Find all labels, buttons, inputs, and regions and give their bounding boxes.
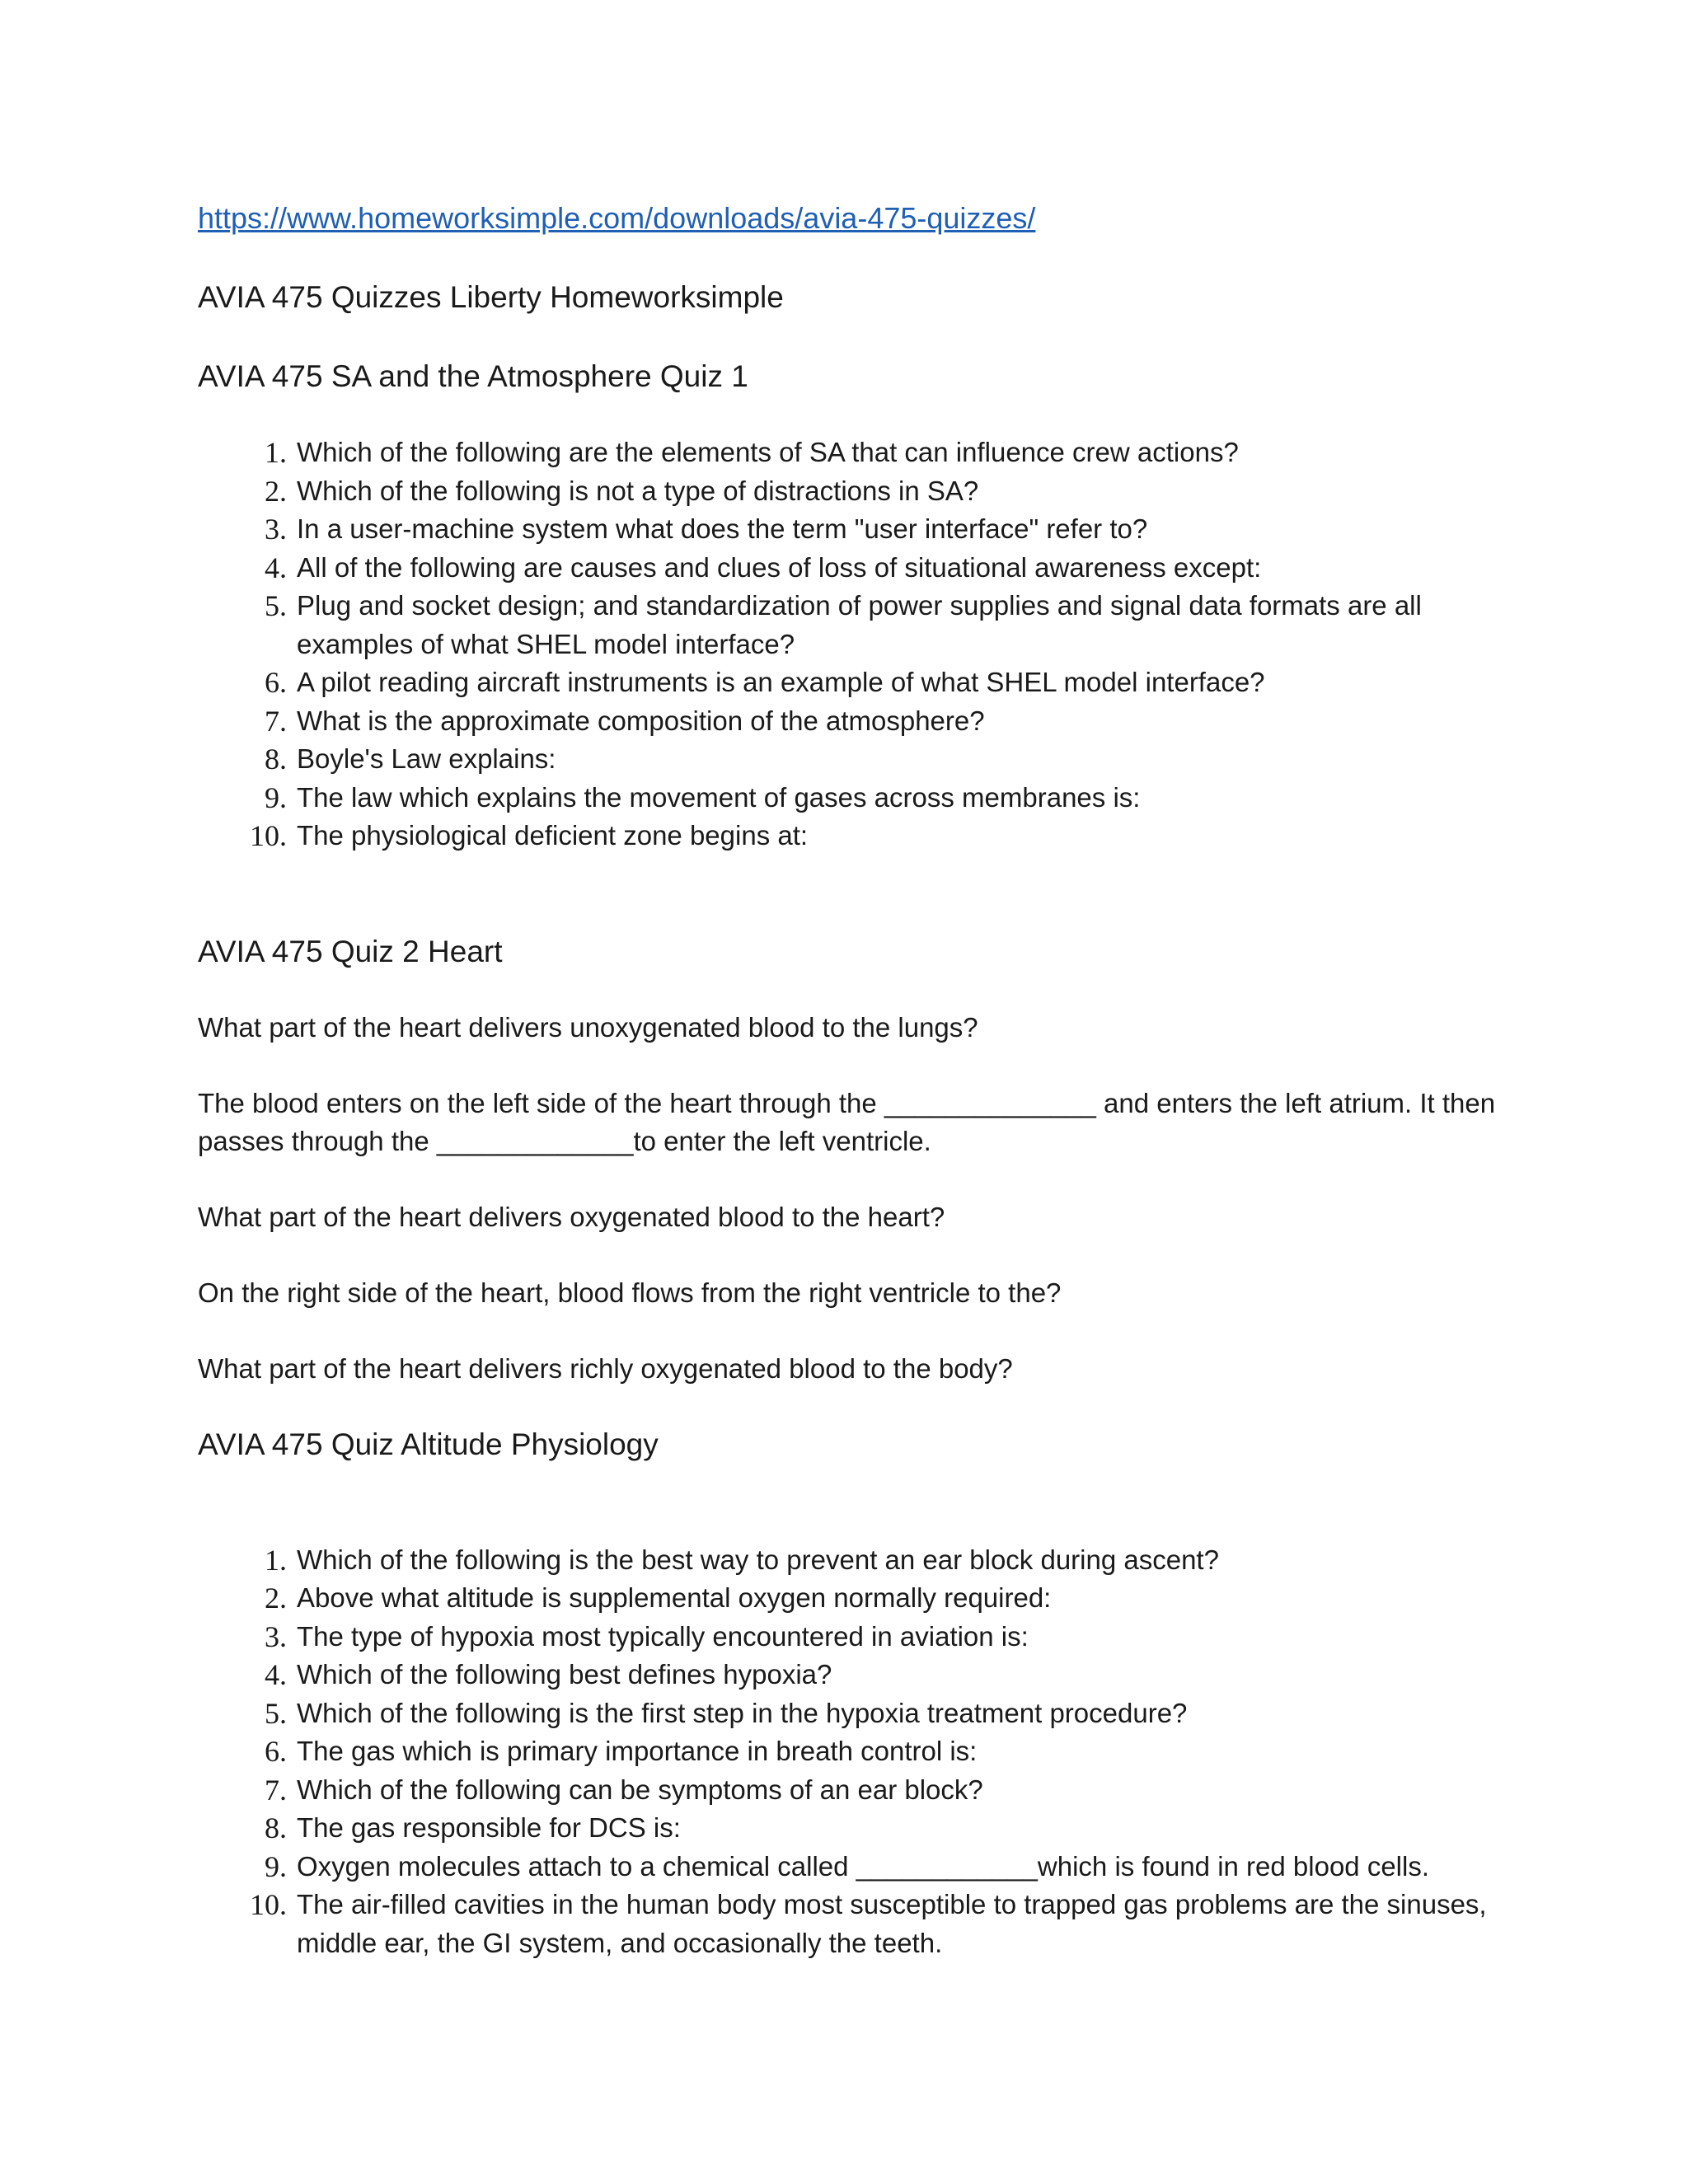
quiz2-question: On the right side of the heart, blood flows from the right ventricle to the? [198, 1277, 1062, 1308]
list-item: 8. The gas responsible for DCS is: [265, 1811, 681, 1844]
list-item: 9. The law which explains the movement of gases across membranes is: [265, 780, 1141, 814]
quiz3-heading: AVIA 475 Quiz Altitude Physiology [198, 1427, 659, 1461]
source-link[interactable]: https://www.homeworksimple.com/downloads/avia-475-quizzes/ [198, 201, 1036, 235]
list-item: 2. Which of the following is not a type of distractions in SA? [265, 474, 979, 508]
list-item: 2. Above what altitude is supplemental oxygen normally required: [265, 1582, 1052, 1615]
document-title: AVIA 475 Quizzes Liberty Homeworksimple [198, 280, 784, 314]
list-item: 6. A pilot reading aircraft instruments is an example of what SHEL model interface? [265, 666, 1265, 699]
list-item: 7. What is the approximate composition of the atmosphere? [265, 704, 985, 738]
quiz2-question: The blood enters on the left side of the heart through the ______________ and enters the left atrium. It then passes through the _____________to enter the left ventricle. [198, 1087, 1496, 1156]
list-item: 4. Which of the following best defines hypoxia? [265, 1658, 832, 1691]
quiz3-question-list [198, 1541, 1500, 1963]
list-item: 5. Which of the following is the first step in the hypoxia treatment procedure? [265, 1696, 1188, 1730]
quiz2-question: What part of the heart delivers oxygenated blood to the heart? [198, 1201, 945, 1232]
list-item: 10. The air-filled cavities in the human body most susceptible to trapped gas problems are the sinuses, middle ear, the GI system, and occasionally the teeth. [250, 1888, 1487, 1958]
list-item: 10. The physiological deficient zone begins at: [250, 819, 809, 852]
list-item: 1. Which of the following are the elements of SA that can influence crew actions? [265, 436, 1239, 469]
list-item: 1. Which of the following is the best way to prevent an ear block during ascent? [265, 1543, 1219, 1577]
quiz2-question: What part of the heart delivers richly oxygenated blood to the body? [198, 1352, 1013, 1384]
list-item: 5. Plug and socket design; and standardization of power supplies and signal data formats are all examples of what SHEL model interface? [265, 589, 1422, 659]
quiz1-heading: AVIA 475 SA and the Atmosphere Quiz 1 [198, 359, 748, 393]
document-page [198, 198, 1500, 1962]
list-item: 4. All of the following are causes and clues of loss of situational awareness except: [265, 551, 1262, 584]
quiz1-question-list [198, 434, 1500, 855]
list-item: 8. Boyle's Law explains: [265, 743, 556, 776]
quiz2-heading: AVIA 475 Quiz 2 Heart [198, 934, 503, 968]
list-item: 7. Which of the following can be symptoms of an ear block? [265, 1773, 983, 1807]
list-item: 3. The type of hypoxia most typically encountered in aviation is: [265, 1619, 1029, 1653]
quiz2-question: What part of the heart delivers unoxygenated blood to the lungs? [198, 1011, 978, 1043]
list-item: 9. Oxygen molecules attach to a chemical called ____________which is found in red blood cells. [265, 1849, 1430, 1883]
list-item: 6. The gas which is primary importance in breath control is: [265, 1735, 978, 1768]
list-item: 3. In a user-machine system what does the term "user interface" refer to? [265, 513, 1148, 546]
